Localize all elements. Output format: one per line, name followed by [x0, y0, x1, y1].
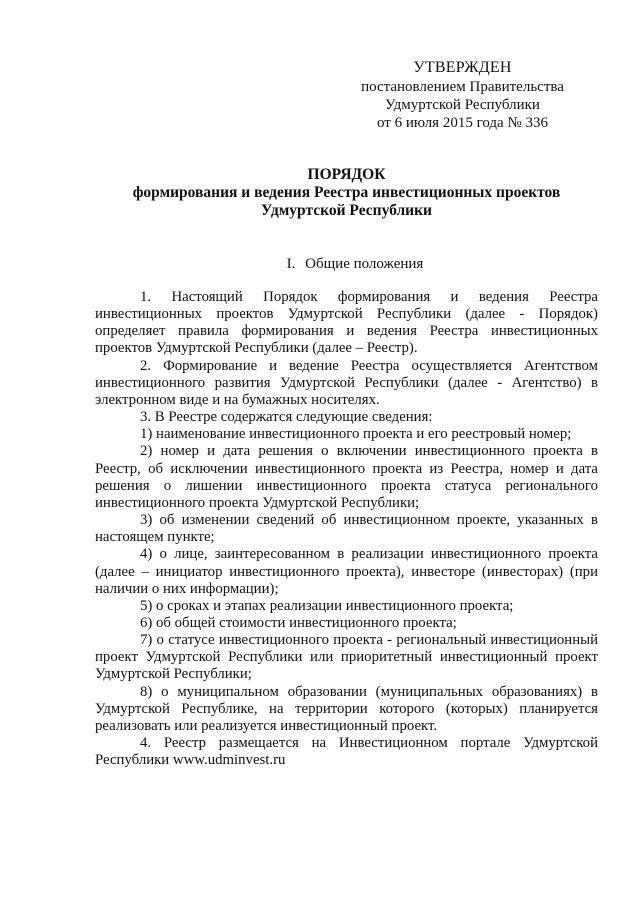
paragraph-4 — [95, 735, 598, 769]
list-item-line: Реестр, об исключении инвестиционного проекта из Реестра, номер и дата — [95, 460, 598, 477]
approval-block — [355, 58, 570, 132]
list-item-5 — [95, 598, 598, 615]
paragraph-line: 2. Формирование и ведение Реестра осуществляется Агентством — [140, 357, 598, 374]
document-body — [95, 289, 598, 769]
paragraph-3 — [95, 409, 598, 426]
list-item-line: (далее – инициатор инвестиционного проекта), инвесторе (инвесторах) (при — [95, 563, 598, 580]
list-item-line: решения о лишении инвестиционного проекта статуса регионального — [95, 477, 598, 494]
list-item-1 — [95, 426, 598, 443]
list-item-line: 5) о сроках и этапах реализации инвестиционного проекта; — [140, 597, 514, 614]
paragraph-line: Республики www.udminvest.ru — [95, 752, 286, 769]
document-title-line: Удмуртской Республики — [261, 202, 432, 219]
list-item-line: Удмуртской Республики; — [95, 666, 252, 683]
list-item-4 — [95, 546, 598, 597]
list-item-line: 6) об общей стоимости инвестиционного проекта; — [140, 614, 457, 631]
list-item-line: 2) номер и дата решения о включении инвестиционного проекта в — [140, 443, 598, 460]
paragraph-line: 1. Настоящий Порядок формирования и ведения Реестра — [140, 289, 598, 305]
list-item-line: Удмуртской Республике, на территории которого (которых) планируется — [95, 700, 598, 717]
list-item-line: 4) о лице, заинтересованном в реализации инвестиционного проекта — [140, 546, 598, 563]
paragraph-line: электронном виде и на бумажных носителях. — [95, 391, 380, 408]
list-item-line: настоящем пункте; — [95, 529, 215, 546]
list-item-6 — [95, 615, 598, 632]
list-item-line: реализовать или реализуется инвестиционный проект. — [95, 717, 438, 734]
list-item-line: 1) наименование инвестиционного проекта и его реестровый номер; — [140, 426, 572, 443]
list-item-7 — [95, 632, 598, 683]
list-item-8 — [95, 684, 598, 735]
section-number: I. — [286, 256, 296, 272]
list-item-line: 7) о статусе инвестиционного проекта - региональный инвестиционный — [140, 632, 598, 649]
paragraph-line: 3. В Реестре содержатся следующие сведения: — [140, 409, 433, 426]
paragraph-line: проектов Удмуртской Республики (далее – Реестр). — [95, 340, 418, 357]
approval-line: постановлением Правительства — [361, 79, 564, 95]
list-item-line: проект Удмуртской Республики или приоритетный инвестиционный проект — [95, 649, 598, 666]
section-heading — [95, 255, 598, 273]
list-item-line: 8) о муниципальном образовании (муниципальных образованиях) в — [140, 683, 598, 700]
section-title: Общие положения — [305, 256, 424, 272]
document-title-main: ПОРЯДОК — [307, 166, 386, 183]
paragraph-line: инвестиционных проектов Удмуртской Республики (далее - Порядок) — [95, 306, 598, 323]
paragraph-2 — [95, 358, 598, 409]
paragraph-line: инвестиционного развития Удмуртской Республики (далее - Агентство) в — [95, 374, 598, 391]
document-title-line: формирования и ведения Реестра инвестиционных проектов — [132, 184, 561, 201]
list-item-line: инвестиционного проекта Удмуртской Республики; — [95, 494, 420, 511]
list-item-line: наличии о них информации); — [95, 580, 279, 597]
approval-line: Удмуртской Республики — [385, 97, 540, 113]
approval-date: от 6 июля 2015 года № 336 — [376, 115, 549, 131]
paragraph-1 — [95, 289, 598, 358]
list-item-3 — [95, 512, 598, 546]
list-item-2 — [95, 443, 598, 512]
paragraph-line: определяет правила формирования и ведения Реестра инвестиционных — [95, 323, 598, 340]
list-item-line: 3) об изменении сведений об инвестиционном проекте, указанных в — [140, 512, 598, 529]
paragraph-line: 4. Реестр размещается на Инвестиционном портале Удмуртской — [140, 735, 598, 752]
document-title — [95, 166, 598, 220]
approval-title: УТВЕРЖДЕН — [413, 59, 512, 76]
